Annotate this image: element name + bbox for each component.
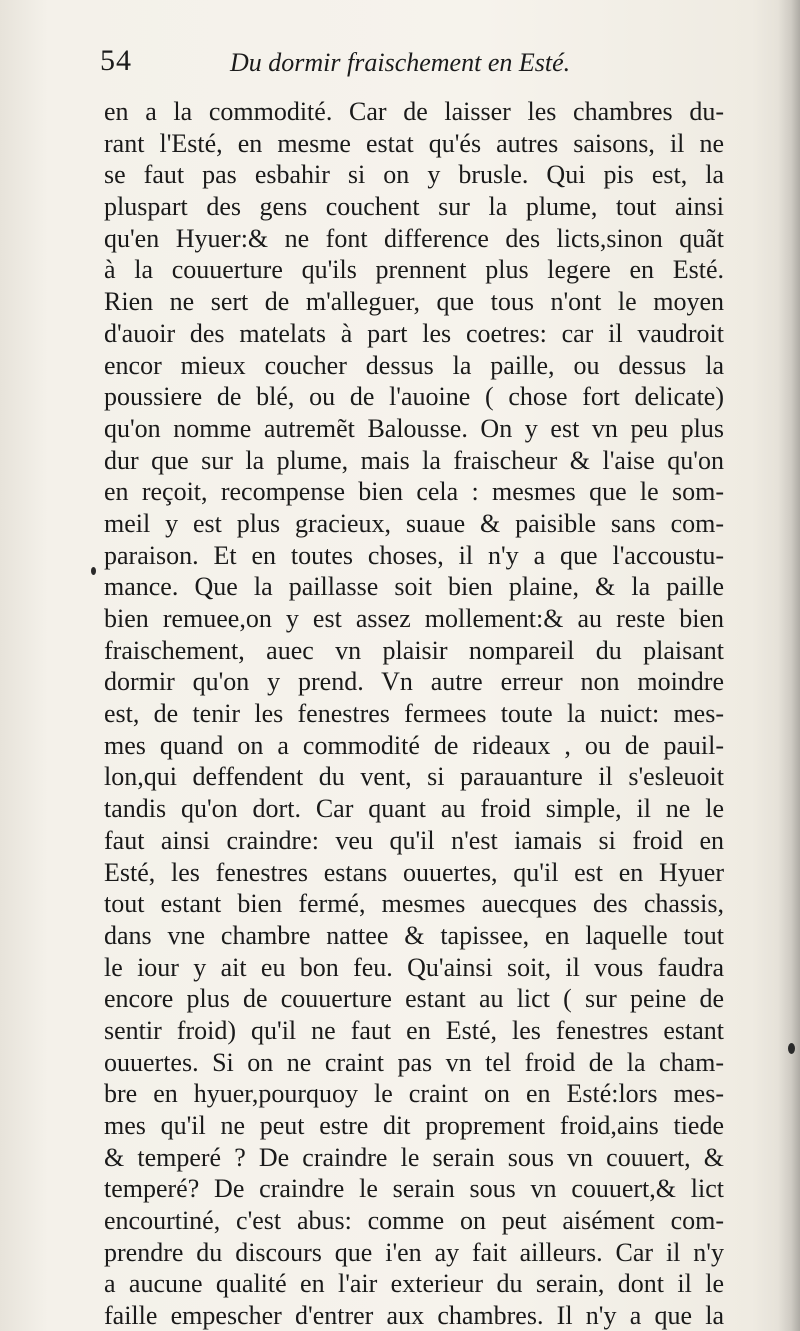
text-line: ouuertes. Si on ne craint pas vn tel froid de la cham-: [104, 1047, 724, 1077]
text-line: poussiere de blé, ou de l'auoine ( chose fort delicate): [104, 382, 724, 412]
text-line: Esté, les fenestres estans ouuertes, qu'il est en Hyuer: [104, 857, 724, 887]
page-gutter-shadow: [778, 0, 800, 1331]
text-line: d'auoir des matelats à part les coetres: car il vaudroit: [104, 318, 724, 348]
ink-blot: [788, 1043, 795, 1054]
running-title: Du dormir fraischement en Esté.: [230, 48, 571, 77]
text-line: dur que sur la plume, mais la fraischeur & l'aise qu'on: [104, 445, 724, 475]
text-line: se faut pas esbahir si on y brusle. Qui pis est, la: [104, 160, 724, 190]
text-line: lon,qui deffendent du vent, si parauanture il s'esleuoit: [104, 762, 724, 792]
text-line: tandis qu'on dort. Car quant au froid simple, il ne le: [104, 794, 724, 824]
page-header: [100, 44, 720, 84]
text-line: à la couuerture qu'ils prennent plus legere en Esté.: [104, 255, 724, 285]
page-number: 54: [100, 44, 132, 77]
text-line: bien remuee,on y est assez mollement:& au reste bien: [104, 604, 724, 633]
ink-blot: [91, 567, 96, 575]
text-line: faille empescher d'entrer aux chambres. Il n'y a que la: [104, 1301, 724, 1331]
text-line: paraison. Et en toutes choses, il n'y a que l'accoustu-: [104, 540, 724, 570]
text-line: est, de tenir les fenestres fermees toute la nuict: mes-: [104, 699, 724, 729]
text-line: a aucune qualité en l'air exterieur du serain, dont il le: [104, 1269, 724, 1299]
text-line: qu'on nomme autremẽt Balousse. On y est vn peu plus: [104, 413, 724, 443]
text-line: encore plus de couuerture estant au lict ( sur peine de: [104, 984, 724, 1014]
text-line: faut ainsi craindre: veu qu'il n'est iamais si froid en: [104, 825, 724, 855]
text-line: dormir qu'on y prend. Vn autre erreur non moindre: [104, 667, 724, 697]
text-line: encor mieux coucher dessus la paille, ou dessus la: [104, 350, 724, 380]
text-line: qu'en Hyuer:& ne font difference des licts,sinon quãt: [104, 223, 724, 253]
text-line: bre en hyuer,pourquoy le craint on en Esté:lors mes-: [104, 1079, 724, 1109]
text-line: fraischement, auec vn plaisir nompareil du plaisant: [104, 635, 724, 665]
text-line: prendre du discours que i'en ay fait ailleurs. Car il n'y: [104, 1237, 724, 1267]
text-line: en a la commodité. Car de laisser les chambres du-: [104, 97, 724, 126]
text-line: mes quand on a commodité de rideaux , ou de pauil-: [104, 730, 724, 760]
text-line: dans vne chambre nattee & tapissee, en laquelle tout: [104, 920, 724, 950]
text-line: mes qu'il ne peut estre dit proprement froid,ains tiede: [104, 1111, 724, 1140]
text-line: rant l'Esté, en mesme estat qu'és autres saisons, il ne: [104, 128, 724, 158]
text-line: tout estant bien fermé, mesmes auecques des chassis,: [104, 889, 724, 919]
body-text: [104, 96, 724, 1331]
text-line: sentir froid) qu'il ne faut en Esté, les fenestres estant: [104, 1015, 724, 1045]
text-line: meil y est plus gracieux, suaue & paisible sans com-: [104, 508, 724, 538]
text-line: le iour y ait eu bon feu. Qu'ainsi soit, il vous faudra: [104, 952, 724, 982]
text-line: encourtiné, c'est abus: comme on peut aisément com-: [104, 1206, 724, 1236]
text-line: en reçoit, recompense bien cela : mesmes que le som-: [104, 477, 724, 507]
text-line: & temperé ? De craindre le serain sous vn couuert, &: [104, 1142, 724, 1172]
text-line: temperé? De craindre le serain sous vn couuert,& lict: [104, 1174, 724, 1204]
text-line: Rien ne sert de m'alleguer, que tous n'ont le moyen: [104, 287, 724, 317]
text-line: pluspart des gens couchent sur la plume, tout ainsi: [104, 192, 724, 222]
text-line: mance. Que la paillasse soit bien plaine, & la paille: [104, 572, 724, 602]
